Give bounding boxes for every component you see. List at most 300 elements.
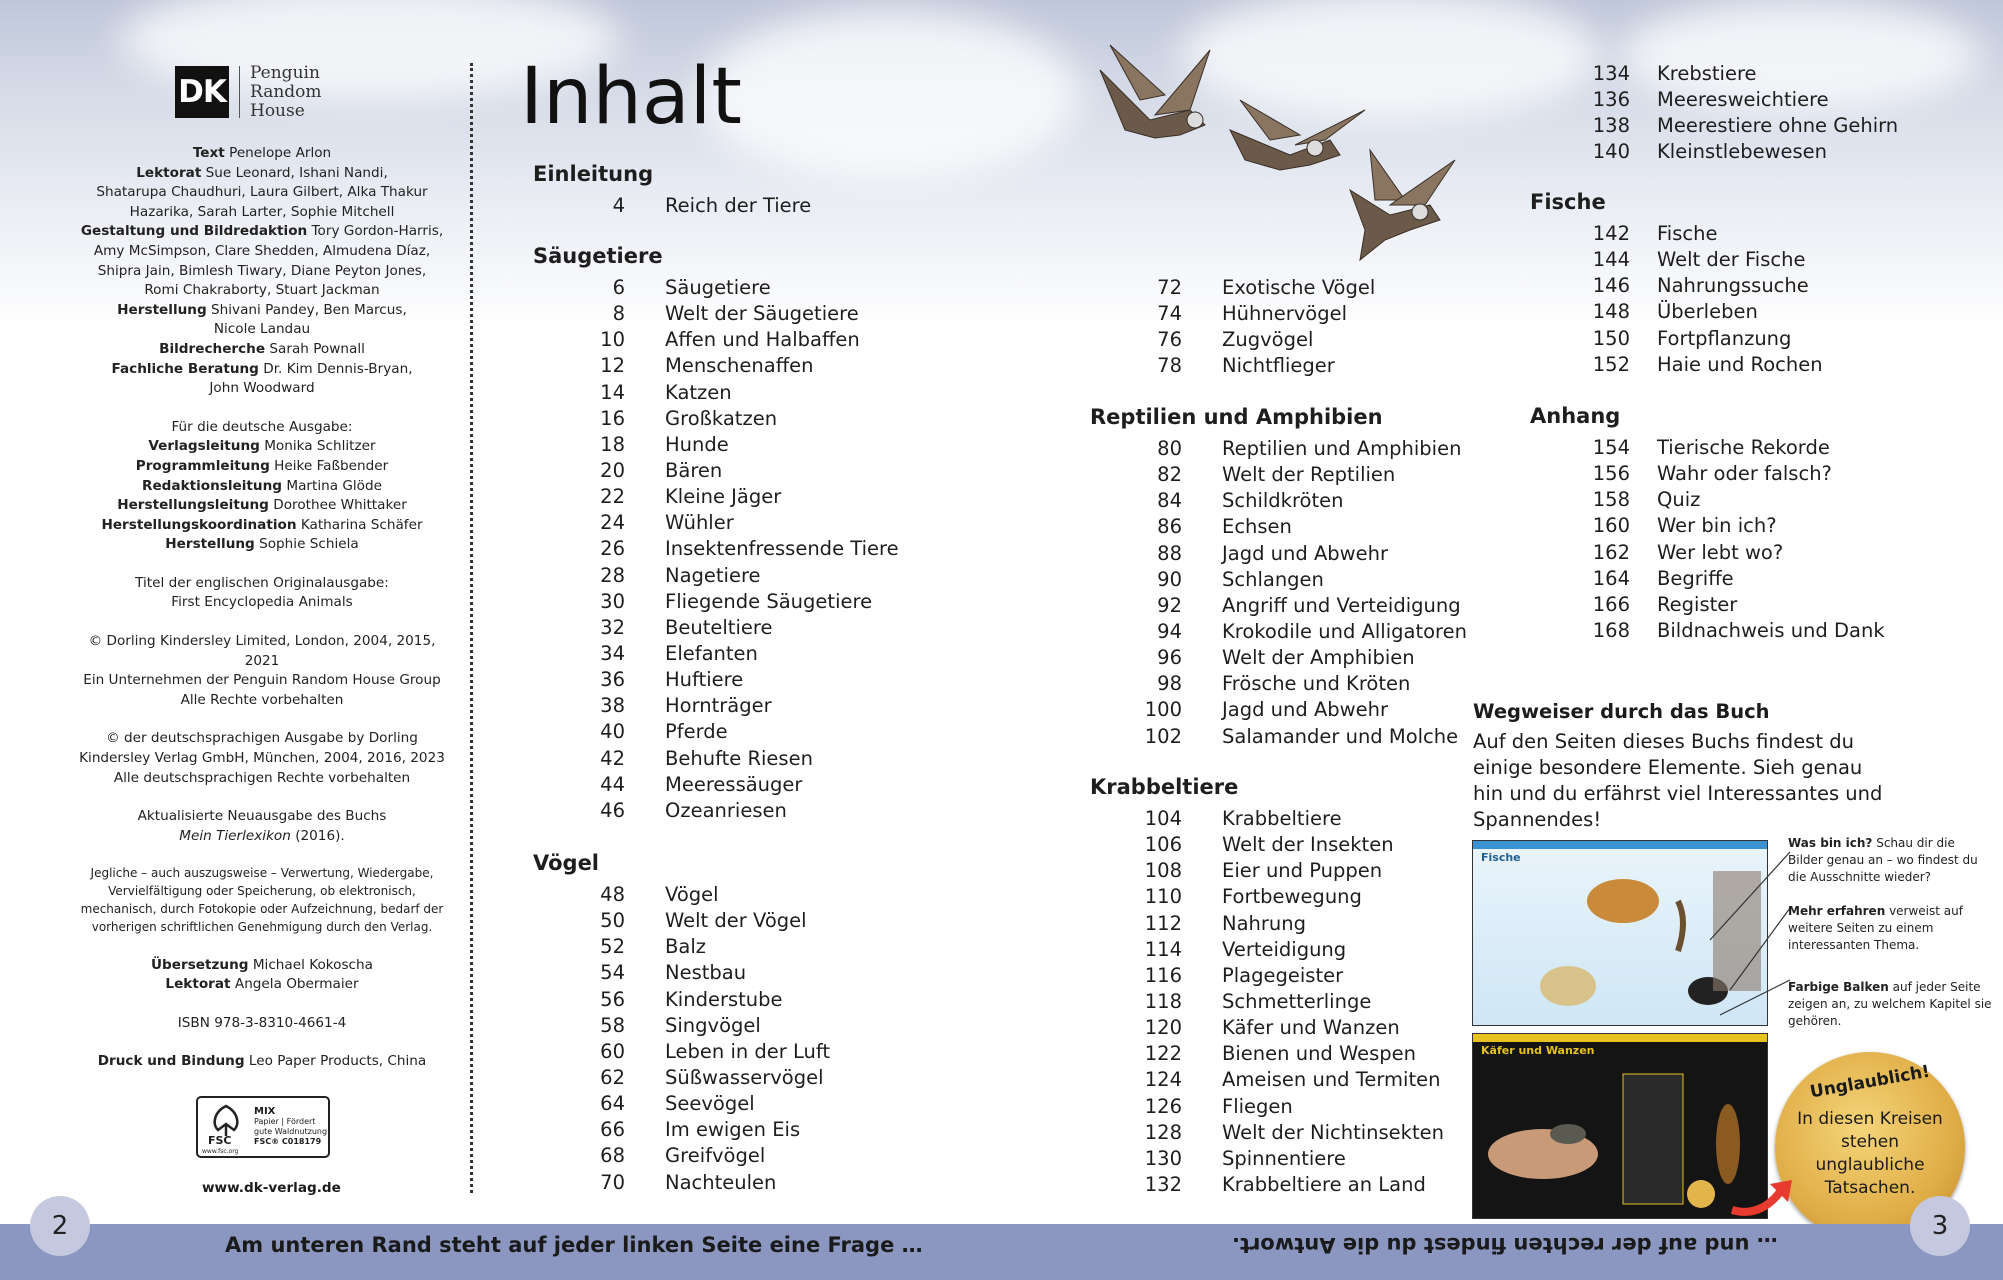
footer-question-note: Am unteren Rand steht auf jeder linken Seite eine Frage … [225,1233,923,1257]
toc-page-number: 28 [600,563,625,587]
toc-entry-title: Jagd und Abwehr [1222,698,1388,722]
beetle-thumb-art [1473,1034,1767,1218]
credit-name: Shatarupa Chaudhuri, Laura Gilbert, Alka Thakur [96,184,428,201]
credit-line [72,975,452,995]
toc-page-number: 92 [1157,593,1182,617]
toc-page-number: 78 [1157,354,1182,378]
credit-role: Herstellungskoordination [101,516,297,533]
toc-page-number: 134 [1592,62,1630,85]
toc-entry-title: Nahrung [1222,911,1307,935]
fsc-label [196,1096,330,1158]
toc-page-number: 70 [600,1170,625,1194]
toc-entry-title: Meeressäuger [665,772,803,796]
toc-page-number: 52 [600,935,625,959]
toc-entry-title: Wer lebt wo? [1657,540,1784,564]
new-edition-title-line [72,827,452,847]
toc-entry-title: Hunde [665,432,729,456]
toc-entry-title: Käfer und Wanzen [1222,1016,1400,1040]
toc-entry-title: Im ewigen Eis [665,1118,801,1142]
credit-name: Heike Faßbender [274,457,389,474]
callout-bold: Farbige Balken [1788,980,1889,994]
print-name: Leo Paper Products, China [248,1053,427,1070]
toc-entry-title: Elefanten [665,641,758,665]
toc-entry-title: Affen und Halbaffen [665,328,860,352]
fsc-code: FSC® C018179 [254,1137,322,1146]
toc-page-number: 94 [1157,619,1182,643]
original-title-label: Titel der englischen Originalausgabe: [135,574,389,591]
toc-page-number: 50 [600,909,625,933]
toc-page-number: 102 [1144,724,1182,748]
text-line: Alle Rechte vorbehalten [180,691,344,708]
section-heading-einleitung: Einleitung [533,162,654,186]
toc-page-number: 74 [1157,302,1182,326]
toc-entry-title: Süßwasservögel [665,1065,824,1089]
toc-page-number: 104 [1144,807,1182,830]
credit-line [72,320,452,340]
publisher-name [250,64,322,121]
toc-entry-title: Exotische Vögel [1222,276,1376,299]
copyright-de [72,729,452,788]
fsc-url: www.fsc.org [202,1148,239,1155]
fsc-mix: MIX [254,1106,276,1117]
arrow-icon [1730,1170,1800,1220]
toc-page-number: 88 [1157,541,1182,565]
badge-heading: Unglaublich! [1808,1061,1932,1103]
credit-name: Martina Glöde [286,477,382,494]
toc-page-number: 56 [600,987,625,1011]
toc-page-number: 84 [1157,489,1182,513]
toc-page-number: 138 [1592,114,1630,138]
credit-line [72,301,452,321]
toc-entry-title: Meeresweichtiere [1657,88,1829,112]
footer-answer-note: … und auf der rechten findest du die Antwort. [1232,1233,1778,1257]
credit-role: Lektorat [165,976,231,993]
toc-entry-title: Schildkröten [1222,489,1344,513]
callout-lines [1700,840,1800,1040]
toc-page-number: 62 [600,1065,625,1089]
toc-entry-title: Eier und Puppen [1222,859,1383,883]
toc-entry-title: Säugetiere [665,276,771,299]
toc-entry-title: Plagegeister [1222,963,1344,987]
page-number-left: 2 [30,1196,90,1256]
toc-entry-title: Menschenaffen [665,354,814,378]
bird [1100,45,1210,138]
toc-entry-title: Seevögel [665,1092,755,1116]
toc-entry-title: Nichtflieger [1222,354,1335,378]
toc-page-number: 60 [600,1039,625,1063]
toc-entry-title: Welt der Nichtinsekten [1222,1120,1444,1144]
toc-page-number: 126 [1144,1094,1182,1118]
toc-page-number: 76 [1157,328,1182,352]
credit-name: Shipra Jain, Bimlesh Tiwary, Diane Peyton Jones, [97,262,427,279]
toc-page-number: 100 [1144,698,1182,722]
publisher-line: Penguin [250,62,320,83]
section-heading-reptilien: Reptilien und Amphibien [1090,405,1383,429]
toc-entry-title: Reptilien und Amphibien [1222,437,1462,460]
credit-role: Fachliche Beratung [111,360,259,377]
toc-page-number: 86 [1157,515,1182,539]
toc-entry-title: Nagetiere [665,563,761,587]
text-line: © Dorling Kindersley Limited, London, 2004, 2015, [88,633,436,650]
toc-entry-title: Wahr oder falsch? [1657,462,1832,486]
page-number-right: 3 [1910,1196,1970,1256]
toc-entry-title: Nahrungssuche [1657,274,1809,298]
publisher-line: Random [250,81,322,102]
toc-entry-title: Echsen [1222,515,1292,539]
text-line: Ein Unternehmen der Penguin Random House Group [83,672,441,689]
toc-entry-title: Insektenfressende Tiere [665,537,899,561]
credit-role: Herstellung [117,301,207,318]
toc-entry-title: Spinnentiere [1222,1146,1346,1170]
toc-page-number: 166 [1592,592,1630,616]
toc-page-number: 66 [600,1118,625,1142]
text-line: © der deutschsprachigen Ausgabe by Dorling [106,730,418,747]
toc-entry-title: Welt der Insekten [1222,833,1394,857]
credit-line [72,535,452,555]
toc-page-number: 10 [600,328,625,352]
toc-entry-title: Hühnervögel [1222,302,1348,326]
credit-line [72,144,452,164]
credit-line [72,477,452,497]
toc-page-number: 90 [1157,567,1182,591]
toc-entry-title: Behufte Riesen [665,746,813,770]
section-heading-voegel: Vögel [533,851,600,875]
toc-entry-title: Greifvögel [665,1144,766,1168]
toc-entry-title: Bären [665,458,723,482]
toc-entry-title: Verteidigung [1222,937,1347,961]
toc-entry-title: Hornträger [665,694,772,718]
callout-text: verweist auf weitere Seiten zu einem interessanten Thema. [1788,904,1963,952]
credit-name: Katharina Schäfer [300,516,423,533]
credit-role: Herstellungsleitung [117,497,269,514]
toc-entry-title: Reich der Tiere [665,194,812,217]
dk-logo-mark: DK [175,66,229,118]
toc-page-number: 14 [600,380,625,404]
text-line: 2021 [244,652,280,669]
toc-entry-title: Fortbewegung [1222,885,1362,909]
credit-line [72,340,452,360]
german-edition-label: Für die deutsche Ausgabe: [171,418,353,435]
credit-line [72,437,452,457]
german-credits [72,437,452,555]
toc-entry-title: Krokodile und Alligatoren [1222,619,1467,643]
credit-name: Angela Obermaier [234,976,359,993]
toc-page-number: 114 [1144,937,1182,961]
toc-entry-title: Nachteulen [665,1170,777,1194]
toc-entry-title: Welt der Amphibien [1222,646,1415,670]
credit-line [72,183,452,203]
credit-role: Redaktionsleitung [141,477,283,494]
toc-entry-title: Ozeanriesen [665,798,787,822]
callout-text: Schau dir die Bilder genau an – wo findest du die Ausschnitte wieder? [1788,836,1978,884]
toc-page-number: 22 [600,485,625,509]
toc-entry-title: Vögel [665,883,719,906]
toc-entry-title: Nestbau [665,961,747,985]
credit-name: Romi Chakraborty, Stuart Jackman [144,282,380,299]
credit-name: Amy McSimpson, Clare Shedden, Almudena Díaz, [93,242,431,259]
toc-entry-title: Kleinstlebewesen [1657,140,1828,164]
toc-page-number: 38 [600,694,625,718]
text-line: Vervielfältigung oder Speicherung, ob elektronisch, [108,884,416,899]
fsc-wordmark: FSC [208,1134,232,1147]
text-line: Kindersley Verlag GmbH, München, 2004, 2016, 2023 [79,750,445,767]
credit-line [72,496,452,516]
toc-page-number: 4 [612,194,625,217]
credit-name: Dorothee Whittaker [273,497,407,514]
toc-page-number: 160 [1592,514,1630,538]
toc-entry-title: Beuteltiere [665,615,773,639]
toc-page-number: 72 [1157,276,1182,299]
credit-line [72,457,452,477]
toc-entry-title: Bienen und Wespen [1222,1042,1417,1066]
text-line: Jegliche – auch auszugsweise – Verwertung, Wiedergabe, [90,866,434,881]
toc-page-number: 54 [600,961,625,985]
toc-entry-title: Fliegen [1222,1094,1293,1118]
credit-name: Sarah Pownall [269,340,365,357]
toc-entry-title: Angriff und Verteidigung [1222,593,1461,617]
toc-page-number: 48 [600,883,625,906]
isbn: ISBN 978-3-8310-4661-4 [177,1014,347,1031]
credit-line [72,242,452,262]
original-title: First Encyclopedia Animals [171,594,353,611]
toc-page-number: 98 [1157,672,1182,696]
credit-role: Herstellung [165,536,255,553]
toc-page-number: 82 [1157,463,1182,487]
toc-page-number: 24 [600,511,625,535]
section-heading-anhang: Anhang [1530,404,1621,428]
guide-title: Wegweiser durch das Buch [1473,700,1770,723]
toc-page-number: 122 [1144,1042,1182,1066]
credit-line [72,516,452,536]
fsc-line: gute Waldnutzung [254,1127,328,1136]
toc-entry-title: Schmetterlinge [1222,989,1372,1013]
toc-page-number: 46 [600,798,625,822]
toc-page-number: 136 [1592,88,1630,112]
imprint [72,144,452,1072]
toc-page-number: 42 [600,746,625,770]
toc-entry-title: Register [1657,592,1738,616]
page-title: Inhalt [520,52,742,142]
callout-mehr-erfahren [1788,903,1993,954]
credit-line [72,203,452,223]
toc-page-number: 32 [600,615,625,639]
section-heading-krabbeltiere: Krabbeltiere [1090,775,1239,799]
toc-entry-title: Kinderstube [665,987,783,1011]
birds-illustration [1080,40,1460,270]
thumb-heading: Käfer und Wanzen [1481,1044,1595,1057]
credit-line [72,379,452,399]
toc-page-number: 120 [1144,1016,1182,1040]
text-line: mechanisch, durch Fotokopie oder Aufzeichnung, bedarf der [80,902,444,916]
toc-page-number: 16 [600,406,625,430]
toc-page-number: 8 [612,302,625,326]
toc-page-number: 164 [1592,566,1630,590]
toc-page-number: 80 [1157,437,1182,460]
toc-entry-title: Wühler [665,511,734,535]
toc-page-number: 146 [1592,274,1630,298]
toc-entry-title: Quiz [1657,488,1701,512]
callout-farbige-balken [1788,979,1993,1030]
beetle-page-thumbnail [1472,1033,1768,1219]
credit-role: Bildrecherche [159,340,266,357]
toc-entry-title: Welt der Säugetiere [665,302,859,326]
toc-page-number: 68 [600,1144,625,1168]
toc-page-number: 18 [600,432,625,456]
toc-page-number: 150 [1592,326,1630,350]
credit-line [72,262,452,282]
thumb-heading: Fische [1481,851,1521,864]
credit-name: Penelope Arlon [229,145,332,161]
toc-page-number: 12 [600,354,625,378]
toc-entry-title: Kleine Jäger [665,485,782,509]
credit-role: Gestaltung und Bildredaktion [80,223,308,240]
toc-page-number: 34 [600,641,625,665]
credit-name: John Woodward [209,380,315,397]
toc-page-number: 158 [1592,488,1630,512]
print-role: Druck und Bindung [97,1053,245,1070]
new-edition-text: Aktualisierte Neuausgabe des Buchs [137,808,387,825]
toc-page-number: 112 [1144,911,1182,935]
toc-page-number: 154 [1592,436,1630,459]
guide-text: Auf den Seiten dieses Buchs findest du einige besondere Elemente. Sieh genau hin und du erfährst viel Interessantes und Spannendes! [1473,730,1883,831]
text-line: Alle deutschsprachigen Rechte vorbehalten [113,769,411,786]
bird [1350,150,1455,260]
credit-name: Sue Leonard, Ishani Nandi, [205,164,388,181]
toc-entry-title: Schlangen [1222,567,1324,591]
credit-name: Sophie Schiela [259,536,359,553]
credit-line [72,222,452,242]
toc-page-number: 108 [1144,859,1182,883]
toc-page-number: 58 [600,1013,625,1037]
fsc-line: Papier | Fördert [254,1117,316,1126]
toc-entry-title: Krabbeltiere [1222,807,1342,830]
credit-role: Übersetzung [151,956,249,973]
toc-entry-title: Balz [665,935,706,959]
toc-page-number: 116 [1144,963,1182,987]
credit-name: Michael Kokoscha [252,956,373,973]
credit-line [72,956,452,976]
credit-name: Dr. Kim Dennis-Bryan, [263,360,413,377]
section-heading-saeugetiere: Säugetiere [533,244,663,268]
toc-entry-title: Wer bin ich? [1657,514,1777,538]
callout-bold: Mehr erfahren [1788,904,1886,918]
toc-page-number: 40 [600,720,625,744]
credit-name: Hazarika, Sarah Larter, Sophie Mitchell [129,203,395,220]
toc-entry-title: Meerestiere ohne Gehirn [1657,114,1899,138]
toc-entry-title: Überleben [1657,300,1758,324]
toc-page-number: 142 [1592,222,1630,245]
toc-page-number: 148 [1592,300,1630,324]
callout-text: auf jeder Seite zeigen an, zu welchem Kapitel sie gehören. [1788,980,1992,1028]
credit-role: Verlagsleitung [148,438,260,455]
toc-entry-title: Welt der Vögel [665,909,807,933]
credit-name: Nicole Landau [213,321,311,338]
toc-entry-title: Welt der Reptilien [1222,463,1396,487]
bird [1230,100,1365,170]
section-heading-fische: Fische [1530,190,1606,214]
new-edition-year: (2016). [290,827,345,844]
toc-page-number: 124 [1144,1068,1182,1092]
toc-entry-title: Leben in der Luft [665,1039,831,1063]
badge-text: In diesen Kreisen stehen unglaubliche Tatsachen. [1797,1109,1943,1198]
toc-entry-title: Krabbeltiere an Land [1222,1172,1426,1196]
toc-page-number: 106 [1144,833,1182,857]
toc-page-number: 140 [1592,140,1630,164]
toc-entry-title: Salamander und Molche [1222,724,1459,748]
toc-page-number: 152 [1592,352,1630,376]
toc-page-number: 118 [1144,989,1182,1013]
toc-entry-title: Welt der Fische [1657,248,1806,272]
credit-line [72,281,452,301]
toc-page-number: 128 [1144,1120,1182,1144]
credit-name: Shivani Pandey, Ben Marcus, [211,301,407,318]
toc-entry-title: Katzen [665,380,732,404]
toc-page-number: 96 [1157,646,1182,670]
toc-entry-title: Huftiere [665,668,744,692]
toc-page-number: 132 [1144,1172,1182,1196]
toc-page-number: 44 [600,772,625,796]
toc-entry-title: Haie und Rochen [1657,352,1823,376]
toc-entry-title: Fische [1657,222,1718,245]
translation-credits [72,956,452,995]
toc-entry-title: Bildnachweis und Dank [1657,618,1885,642]
credit-role: Lektorat [136,164,202,181]
toc-entry-title: Krebstiere [1657,62,1757,85]
dk-logo [175,63,322,121]
credit-line [72,360,452,380]
copyright-uk [72,632,452,710]
credits [72,144,452,399]
toc-page-number: 20 [600,458,625,482]
toc-page-number: 30 [600,589,625,613]
fsc-text [254,1107,327,1147]
publisher-line: House [250,100,305,121]
toc-page-number: 36 [600,668,625,692]
toc-entry-title: Jagd und Abwehr [1222,541,1388,565]
text-line: vorherigen schriftlichen Genehmigung durch den Verlag. [91,919,433,934]
toc-page-number: 110 [1144,885,1182,909]
toc-page-number: 64 [600,1092,625,1116]
legal-notice [72,865,452,936]
logo-divider [239,66,240,118]
toc-entry-title: Zugvögel [1222,328,1314,352]
toc-entry-title: Pferde [665,720,728,744]
toc-entry-title: Begriffe [1657,566,1734,590]
toc-page-number: 130 [1144,1146,1182,1170]
toc-page-number: 162 [1592,540,1630,564]
toc-entry-title: Singvögel [665,1013,761,1037]
new-edition-title: Mein Tierlexikon [179,827,291,844]
toc-entry-title: Tierische Rekorde [1657,436,1830,459]
credit-role: Text [192,145,225,161]
toc-entry-title: Fortpflanzung [1657,326,1792,350]
print-credit [72,1052,452,1072]
toc-entry-title: Großkatzen [665,406,778,430]
toc-entry-title: Ameisen und Termiten [1222,1068,1441,1092]
dotted-divider [470,63,473,1193]
callout-was-bin-ich [1788,835,1993,886]
cloud [700,10,1080,180]
callout-bold: Was bin ich? [1788,836,1873,850]
website-link[interactable]: www.dk-verlag.de [202,1180,341,1196]
credit-name: Monika Schlitzer [264,438,376,455]
toc-page-number: 168 [1592,618,1630,642]
toc-page-number: 144 [1592,248,1630,272]
toc-entry-title: Fliegende Säugetiere [665,589,873,613]
toc-entry-title: Frösche und Kröten [1222,672,1411,696]
new-edition-note [72,807,452,827]
credit-role: Programmleitung [135,457,270,474]
